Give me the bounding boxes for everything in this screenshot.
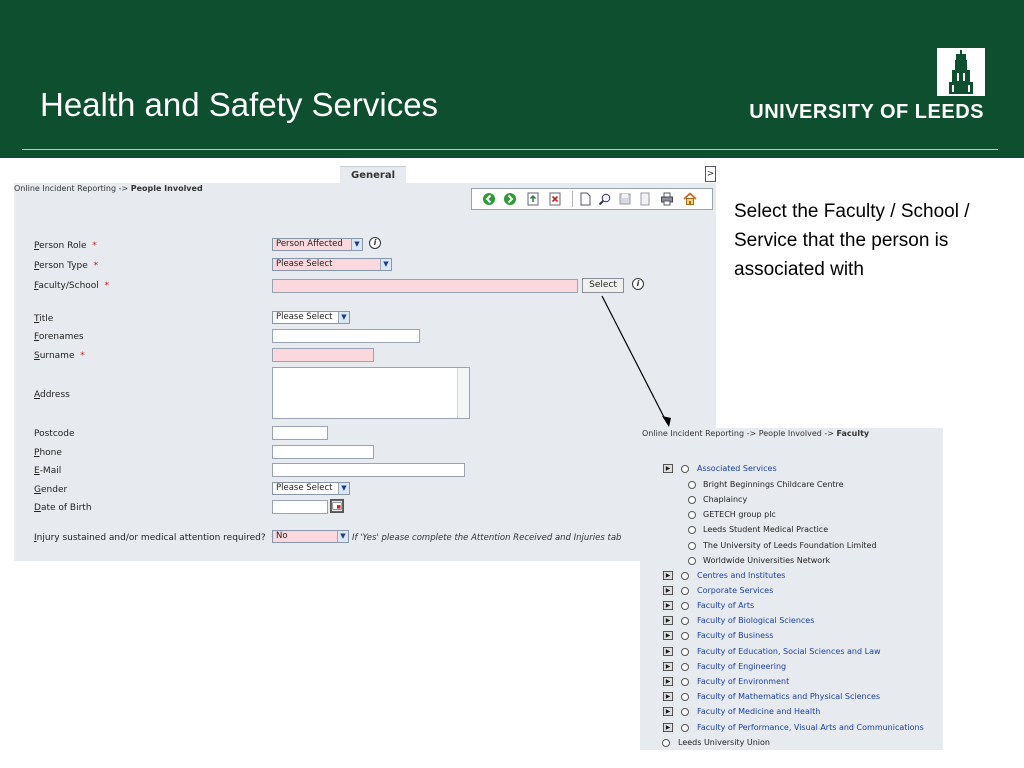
expand-arrow-icon[interactable]: ▶ bbox=[663, 631, 673, 640]
faculty-item-label: Leeds University Union bbox=[678, 738, 770, 747]
phone-input[interactable] bbox=[272, 445, 374, 459]
university-tower-logo-icon bbox=[937, 48, 985, 96]
chevron-down-icon: ▼ bbox=[338, 312, 349, 323]
person-role-label: Person Role * bbox=[34, 241, 97, 251]
faculty-list-item[interactable] bbox=[663, 569, 938, 583]
forenames-input[interactable] bbox=[272, 329, 420, 343]
faculty-item-label[interactable]: Faculty of Environment bbox=[697, 677, 790, 686]
expand-arrow-icon[interactable]: ▶ bbox=[663, 707, 673, 716]
faculty-list-item[interactable] bbox=[663, 523, 938, 537]
faculty-radio[interactable] bbox=[681, 572, 689, 580]
faculty-item-label: GETECH group plc bbox=[703, 510, 776, 519]
upload-icon[interactable] bbox=[526, 192, 540, 206]
delete-icon[interactable] bbox=[548, 192, 562, 206]
faculty-radio[interactable] bbox=[681, 663, 689, 671]
faculty-item-label[interactable]: Corporate Services bbox=[697, 586, 774, 595]
faculty-radio[interactable] bbox=[681, 693, 689, 701]
faculty-list-item[interactable] bbox=[663, 493, 938, 507]
copy-icon[interactable] bbox=[638, 192, 652, 206]
home-icon[interactable] bbox=[683, 192, 697, 206]
university-name: UNIVERSITY OF LEEDS bbox=[749, 101, 984, 123]
gender-select[interactable]: Please Select ▼ bbox=[272, 482, 350, 495]
expand-arrow-icon[interactable]: ▶ bbox=[663, 677, 673, 686]
faculty-picker-panel bbox=[640, 428, 943, 750]
injury-select[interactable]: No ▼ bbox=[272, 530, 349, 543]
dob-input[interactable] bbox=[272, 500, 328, 514]
faculty-radio[interactable] bbox=[681, 648, 689, 656]
faculty-radio[interactable] bbox=[681, 724, 689, 732]
expand-arrow-icon[interactable]: ▶ bbox=[663, 692, 673, 701]
info-icon[interactable]: i bbox=[369, 237, 381, 249]
faculty-radio[interactable] bbox=[688, 542, 696, 550]
injury-note: If 'Yes' please complete the Attention Received and Injuries tab bbox=[352, 533, 622, 543]
faculty-list-item[interactable] bbox=[663, 645, 938, 659]
faculty-list-item[interactable] bbox=[663, 462, 938, 476]
postcode-input[interactable] bbox=[272, 426, 328, 440]
faculty-radio[interactable] bbox=[681, 587, 689, 595]
form-toolbar bbox=[471, 188, 713, 210]
faculty-item-label: Chaplaincy bbox=[703, 495, 748, 504]
dob-label: Date of Birth bbox=[34, 503, 92, 513]
expand-arrow-icon[interactable]: ▶ bbox=[663, 571, 673, 580]
expand-panel-button[interactable]: > bbox=[705, 166, 716, 182]
faculty-breadcrumb-prefix: Online Incident Reporting -> People Involved -> bbox=[642, 429, 837, 438]
chevron-down-icon: ▼ bbox=[351, 239, 362, 250]
faculty-item-label[interactable]: Associated Services bbox=[697, 464, 777, 473]
search-icon[interactable] bbox=[598, 192, 612, 206]
faculty-school-input[interactable] bbox=[272, 279, 578, 293]
header-band bbox=[0, 0, 1024, 158]
person-type-select[interactable]: Please Select ▼ bbox=[272, 258, 392, 271]
faculty-radio[interactable] bbox=[688, 496, 696, 504]
faculty-list-item[interactable] bbox=[663, 554, 938, 568]
expand-arrow-icon[interactable]: ▶ bbox=[663, 464, 673, 473]
faculty-breadcrumb bbox=[642, 429, 869, 438]
breadcrumb-current: People Involved bbox=[130, 184, 203, 193]
header-divider bbox=[22, 149, 998, 150]
address-label: Address bbox=[34, 390, 70, 400]
faculty-list-item[interactable] bbox=[663, 705, 938, 719]
faculty-radio[interactable] bbox=[662, 739, 670, 747]
expand-arrow-icon[interactable]: ▶ bbox=[663, 586, 673, 595]
people-involved-form bbox=[14, 169, 716, 561]
faculty-list-item[interactable] bbox=[663, 660, 938, 674]
instruction-text: Select the Faculty / School / Service that the person is associated with bbox=[734, 201, 970, 280]
save-icon[interactable] bbox=[618, 192, 632, 206]
phone-label: Phone bbox=[34, 448, 62, 458]
faculty-item-label[interactable]: Faculty of Mathematics and Physical Sciences bbox=[697, 692, 881, 701]
surname-input[interactable] bbox=[272, 348, 374, 362]
faculty-item-label[interactable]: Centres and Institutes bbox=[697, 571, 786, 580]
new-document-icon[interactable] bbox=[578, 192, 592, 206]
faculty-radio[interactable] bbox=[681, 602, 689, 610]
faculty-list-item[interactable] bbox=[663, 584, 938, 598]
faculty-radio[interactable] bbox=[681, 465, 689, 473]
faculty-item-label[interactable]: Faculty of Arts bbox=[697, 601, 755, 610]
print-icon[interactable] bbox=[660, 192, 674, 206]
faculty-list-item[interactable] bbox=[663, 599, 938, 613]
person-role-select[interactable]: Person Affected ▼ bbox=[272, 238, 363, 251]
faculty-radio[interactable] bbox=[688, 557, 696, 565]
person-type-label: Person Type * bbox=[34, 261, 99, 271]
faculty-list-item[interactable] bbox=[663, 721, 938, 735]
faculty-list-item[interactable] bbox=[663, 539, 938, 553]
info-icon[interactable]: i bbox=[632, 278, 644, 290]
faculty-item-label[interactable]: Faculty of Business bbox=[697, 631, 774, 640]
forenames-label: Forenames bbox=[34, 332, 84, 342]
faculty-item-label[interactable]: Faculty of Education, Social Sciences and Law bbox=[697, 647, 881, 656]
gender-label: Gender bbox=[34, 485, 68, 495]
faculty-item-label: Bright Beginnings Childcare Centre bbox=[703, 480, 844, 489]
faculty-item-label: The University of Leeds Foundation Limited bbox=[703, 541, 877, 550]
breadcrumb-prefix: Online Incident Reporting -> bbox=[14, 184, 131, 193]
faculty-radio[interactable] bbox=[688, 481, 696, 489]
faculty-radio[interactable] bbox=[688, 511, 696, 519]
expand-arrow-icon[interactable]: ▶ bbox=[663, 723, 673, 732]
postcode-label: Postcode bbox=[34, 429, 75, 439]
faculty-list-item[interactable] bbox=[663, 478, 938, 492]
faculty-list-item[interactable] bbox=[662, 736, 937, 750]
breadcrumb bbox=[14, 184, 203, 193]
back-icon[interactable] bbox=[482, 192, 496, 206]
faculty-school-label: Faculty/School * bbox=[34, 281, 110, 291]
faculty-list-item[interactable] bbox=[663, 675, 938, 689]
faculty-select-button[interactable]: Select bbox=[582, 278, 624, 293]
faculty-radio[interactable] bbox=[681, 632, 689, 640]
address-scrollbar[interactable] bbox=[457, 368, 469, 418]
faculty-list-item[interactable] bbox=[663, 614, 938, 628]
expand-arrow-icon[interactable]: ▶ bbox=[663, 616, 673, 625]
faculty-item-label[interactable]: Faculty of Performance, Visual Arts and Communications bbox=[697, 723, 924, 732]
faculty-list-item[interactable] bbox=[663, 508, 938, 522]
faculty-radio[interactable] bbox=[688, 526, 696, 534]
faculty-item-label[interactable]: Faculty of Engineering bbox=[697, 662, 787, 671]
faculty-breadcrumb-current: Faculty bbox=[836, 429, 870, 438]
chevron-down-icon: ▼ bbox=[380, 259, 391, 270]
faculty-item-label: Worldwide Universities Network bbox=[703, 556, 831, 565]
faculty-radio[interactable] bbox=[681, 678, 689, 686]
tab-general[interactable]: General bbox=[340, 166, 406, 183]
expand-arrow-icon[interactable]: ▶ bbox=[663, 662, 673, 671]
chevron-down-icon: ▼ bbox=[337, 531, 348, 542]
faculty-item-label[interactable]: Faculty of Biological Sciences bbox=[697, 616, 815, 625]
expand-arrow-icon[interactable]: ▶ bbox=[663, 647, 673, 656]
surname-label: Surname * bbox=[34, 351, 85, 361]
faculty-list-item[interactable] bbox=[663, 629, 938, 643]
faculty-item-label[interactable]: Faculty of Medicine and Health bbox=[697, 707, 821, 716]
faculty-list-item[interactable] bbox=[663, 690, 938, 704]
title-select[interactable]: Please Select ▼ bbox=[272, 311, 350, 324]
faculty-radio[interactable] bbox=[681, 617, 689, 625]
faculty-item-label: Leeds Student Medical Practice bbox=[703, 525, 829, 534]
title-label: Title bbox=[34, 314, 54, 324]
slide-title: Health and Safety Services bbox=[40, 86, 439, 123]
address-textarea[interactable] bbox=[272, 367, 470, 419]
toolbar-separator bbox=[572, 191, 573, 207]
faculty-radio[interactable] bbox=[681, 708, 689, 716]
expand-arrow-icon[interactable]: ▶ bbox=[663, 601, 673, 610]
chevron-down-icon: ▼ bbox=[338, 483, 349, 494]
email-input[interactable] bbox=[272, 463, 465, 477]
email-label: E-Mail bbox=[34, 466, 62, 476]
injury-label: Injury sustained and/or medical attention required? bbox=[34, 533, 266, 543]
forward-icon[interactable] bbox=[503, 192, 517, 206]
calendar-icon[interactable] bbox=[330, 499, 344, 513]
